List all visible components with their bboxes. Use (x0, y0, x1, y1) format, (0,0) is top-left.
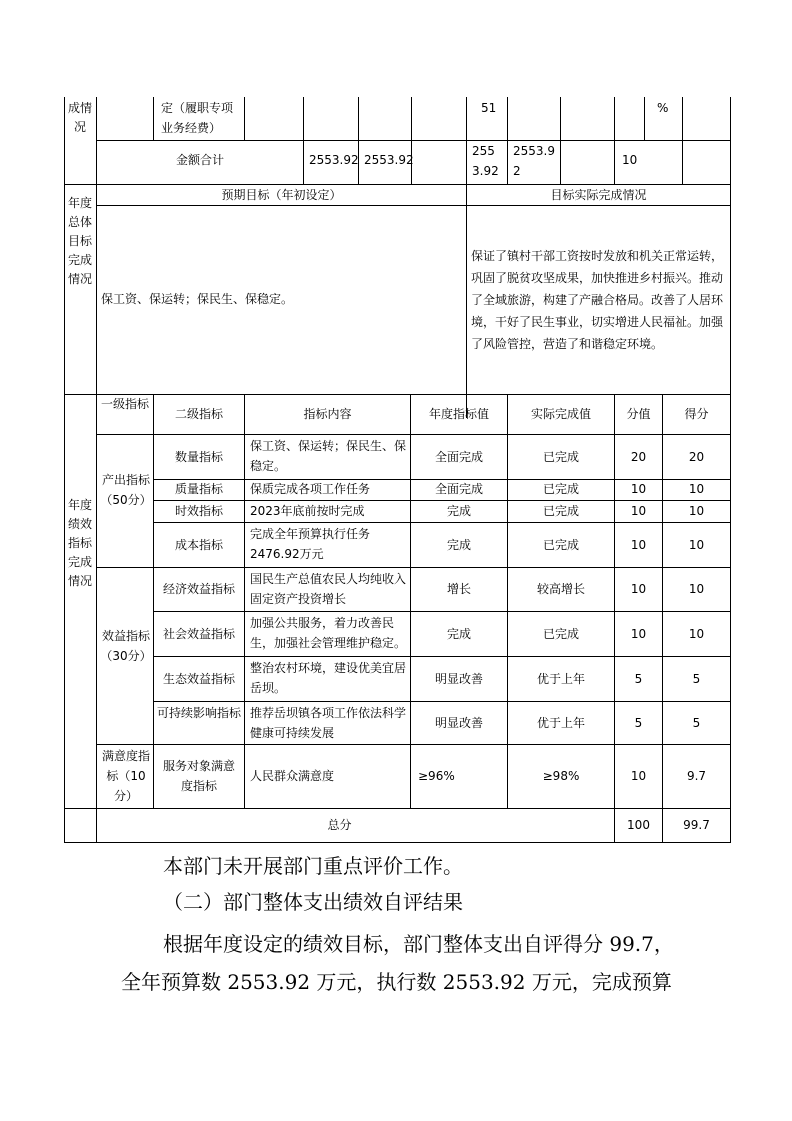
row-score: 20 (688, 450, 705, 464)
header-target: 年度指标值 (428, 407, 489, 421)
row-target: 明显改善 (434, 672, 483, 686)
row-level2: 数量指标 (174, 450, 223, 464)
paragraph-no-key-evaluation: 本部门未开展部门重点评价工作。 (163, 854, 463, 878)
total-amount-4: 2553.92 (513, 144, 555, 178)
row-value: 10 (630, 482, 647, 496)
row-value: 10 (630, 582, 647, 596)
row-value: 5 (634, 672, 643, 686)
row-level2: 可持续影响指标 (156, 706, 241, 720)
total-final-score: 99.7 (683, 818, 710, 832)
row-content: 推荐岳坝镇各项工作依法科学健康可持续发展 (250, 706, 407, 740)
row-score: 5 (692, 716, 701, 730)
row-content: 整治农村环境，建设优美宜居岳坝。 (250, 661, 407, 695)
row-content: 加强公共服务，着力改善民生，加强社会管理维护稳定。 (250, 616, 407, 650)
total-score-label: 总分 (327, 818, 352, 832)
total-value: 100 (627, 818, 650, 832)
row-content: 2023年底前按时完成 (250, 504, 365, 518)
row-content: 保工资、保运转；保民生、保稳定。 (250, 439, 407, 473)
section-label-annual-goal: 年度总体目标完成情况 (67, 196, 92, 286)
paragraph-line: 根据年度设定的绩效目标，部门整体支出自评得分 99.7， (163, 932, 674, 956)
row-actual: 已完成 (542, 450, 579, 464)
row-score: 10 (688, 582, 705, 596)
row-value: 10 (630, 769, 647, 783)
total-amount-label: 金额合计 (175, 153, 224, 167)
header-level2: 二级指标 (174, 407, 223, 421)
row-level2: 时效指标 (174, 504, 223, 518)
row-actual: 已完成 (542, 538, 579, 552)
row-content: 保质完成各项工作任务 (250, 482, 371, 496)
row-score: 10 (688, 627, 705, 641)
row-actual: 优于上年 (536, 672, 585, 686)
row-score: 10 (688, 482, 705, 496)
section-label-performance: 年度绩效指标完成情况 (67, 498, 92, 588)
row-target: ≥96% (418, 769, 455, 783)
actual-goal-text: 保证了镇村干部工资按时发放和机关正常运转，巩固了脱贫攻坚成果，加快推进乡村振兴。推动了全域旅游，构建了产融合格局。改善了人居环境，干好了民生事业，切实增进人民福祉。加强了风险管控，营造了和谐稳定环境。 (471, 249, 724, 351)
row-actual: ≥98% (542, 769, 580, 783)
header-content: 指标内容 (303, 407, 352, 421)
total-score: 10 (622, 153, 638, 167)
row-value: 5 (634, 716, 643, 730)
row-content: 国民生产总值农民人均纯收入固定资产投资增长 (250, 572, 407, 606)
header-score: 得分 (684, 407, 709, 421)
row-level2: 生态效益指标 (162, 672, 235, 686)
total-amount-2: 2553.92 (364, 153, 414, 167)
group-label-satisfaction: 满意度指标（10分） (101, 749, 150, 803)
row-actual: 已完成 (542, 504, 579, 518)
total-amount-1: 2553.92 (309, 153, 359, 167)
row-actual: 优于上年 (536, 716, 585, 730)
row-score: 9.7 (686, 769, 707, 783)
row-target: 全面完成 (434, 482, 483, 496)
row-target: 完成 (446, 538, 471, 552)
actual-goal-header: 目标实际完成情况 (550, 188, 647, 202)
row-content: 完成全年预算执行任务2476.92万元 (250, 527, 371, 561)
row-value: 10 (630, 627, 647, 641)
row-score: 10 (688, 538, 705, 552)
row-actual: 已完成 (542, 482, 579, 496)
row-target: 完成 (446, 504, 471, 518)
row-target: 增长 (446, 582, 471, 596)
group-label-output: 产出指标（50分） (100, 473, 152, 507)
header-score-value: 分值 (626, 407, 651, 421)
row-actual: 较高增长 (536, 582, 585, 596)
header-actual: 实际完成值 (530, 407, 591, 421)
row-score: 5 (692, 672, 701, 686)
paragraph-line: 全年预算数 2553.92 万元，执行数 2553.92 万元，完成预算 (121, 970, 672, 994)
total-amount-3: 2553.92 (472, 144, 499, 178)
row-level2: 经济效益指标 (162, 582, 235, 596)
row-score: 10 (688, 504, 705, 518)
row-actual: 已完成 (542, 627, 579, 641)
row-target: 明显改善 (434, 716, 483, 730)
group-label-benefit: 效益指标（30分） (100, 629, 152, 663)
section-heading: （二）部门整体支出绩效自评结果 (163, 890, 463, 914)
row-value: 20 (630, 450, 647, 464)
row-value: 10 (630, 538, 647, 552)
header-level1: 一级指标 (100, 397, 149, 411)
percent-unit: % (657, 101, 669, 115)
row-level2: 社会效益指标 (162, 627, 235, 641)
row-level2: 质量指标 (174, 482, 223, 496)
row-level2: 服务对象满意度指标 (162, 759, 235, 793)
row-level2: 成本指标 (174, 538, 223, 552)
fund-item-desc: 定（履职专项业务经费） (161, 101, 234, 135)
row-target: 完成 (446, 627, 471, 641)
planned-goal-header: 预期目标（年初设定） (221, 188, 342, 202)
section-label-completion: 成情况 (67, 101, 92, 134)
row-target: 全面完成 (434, 450, 483, 464)
planned-goal-text: 保工资、保运转；保民生、保稳定。 (101, 292, 294, 306)
fund-item-value: 51 (481, 101, 497, 115)
row-content: 人民群众满意度 (250, 769, 335, 783)
row-value: 10 (630, 504, 647, 518)
